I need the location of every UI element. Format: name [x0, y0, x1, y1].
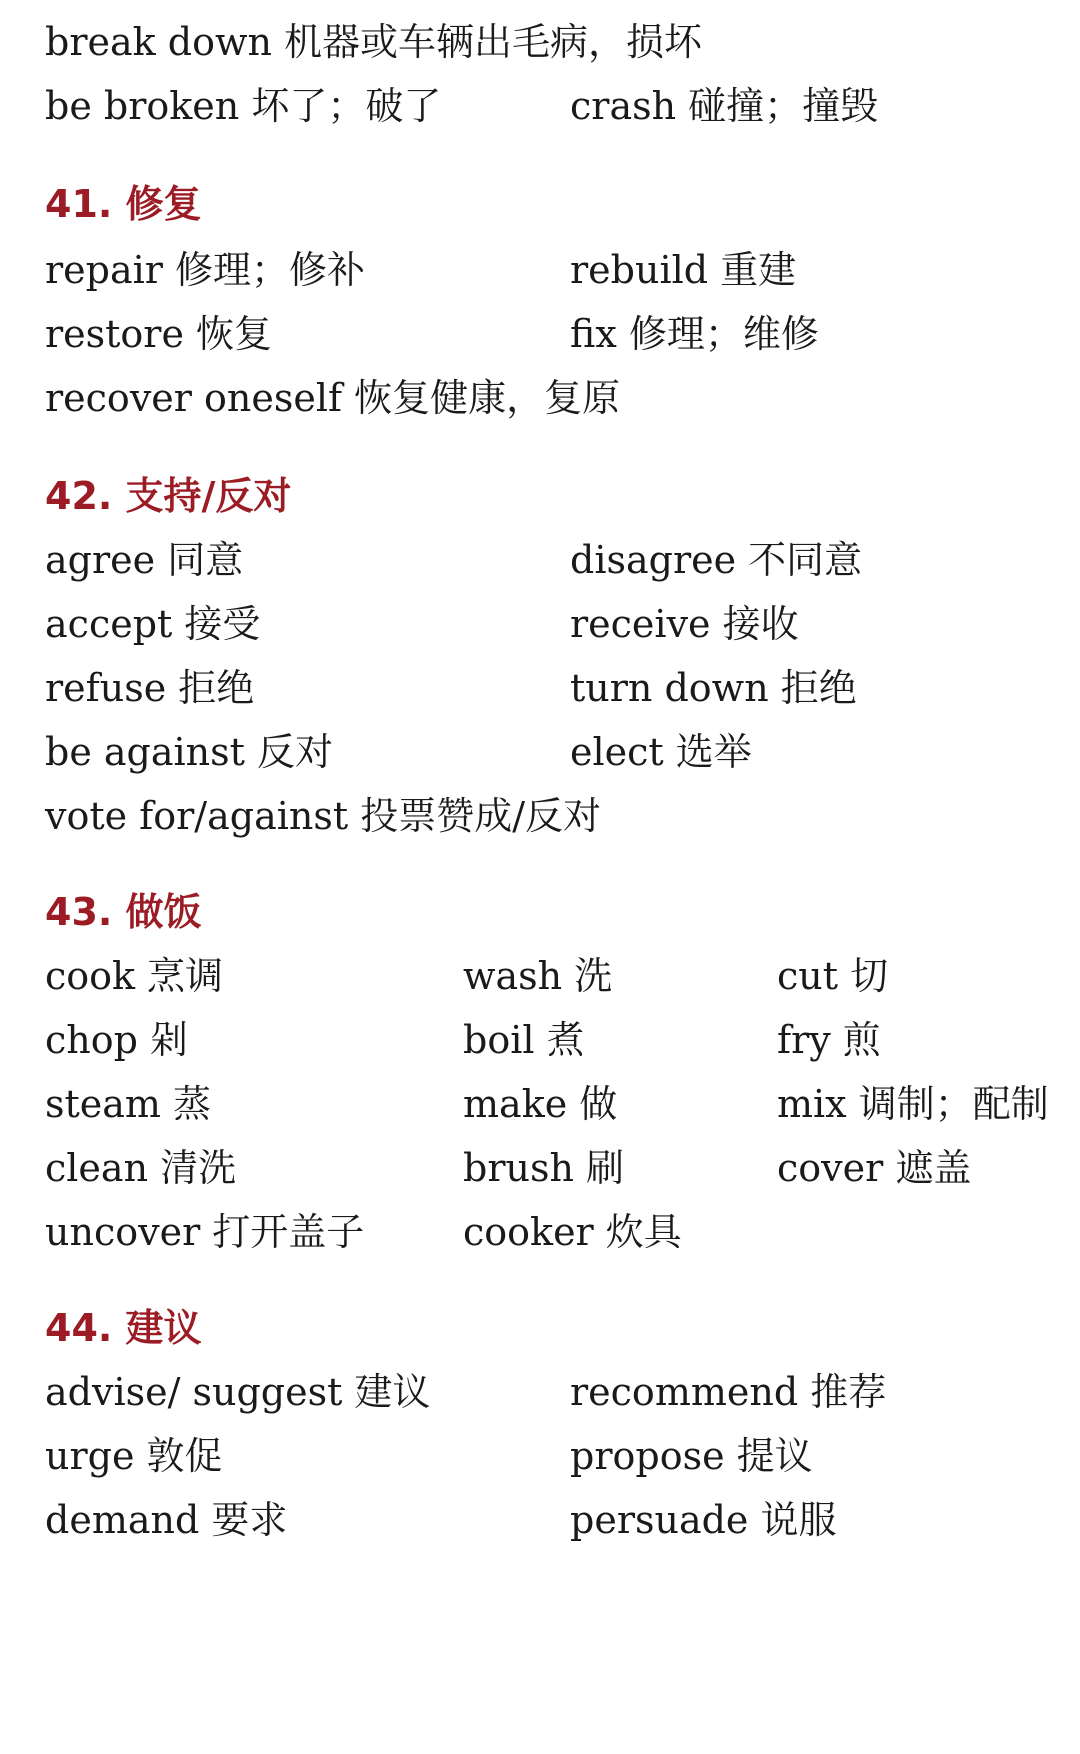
vocab-entry: cover 遮盖 — [777, 1146, 972, 1190]
vocab-entry: repair 修理；修补 — [45, 248, 366, 292]
vocab-entry: make 做 — [463, 1082, 618, 1126]
entry-row — [45, 240, 1060, 300]
vocab-entry: cut 切 — [777, 954, 889, 998]
vocab-entry: be against 反对 — [45, 730, 334, 774]
vocab-entry: turn down 拒绝 — [570, 666, 857, 710]
entry-row — [45, 1010, 1060, 1070]
entry-row — [45, 1138, 1060, 1198]
vocab-entry: vote for/against 投票赞成/反对 — [45, 794, 602, 838]
vocab-entry: elect 选举 — [570, 730, 752, 774]
vocab-entry: agree 同意 — [45, 538, 244, 582]
vocab-entry: disagree 不同意 — [570, 538, 863, 582]
vocab-entry: rebuild 重建 — [570, 248, 797, 292]
vocab-entry: mix 调制；配制 — [777, 1082, 1049, 1126]
vocab-entry: break down 机器或车辆出毛病，损坏 — [45, 20, 703, 64]
entry-row — [45, 1202, 1060, 1262]
entry-row — [45, 722, 1060, 782]
entry-row — [45, 368, 1060, 428]
vocab-entry: receive 接收 — [570, 602, 799, 646]
vocab-entry: boil 煮 — [463, 1018, 585, 1062]
entry-row — [45, 304, 1060, 364]
vocab-entry: recommend 推荐 — [570, 1370, 887, 1414]
vocab-entry: refuse 拒绝 — [45, 666, 255, 710]
entry-row — [45, 76, 1060, 136]
vocab-entry: cooker 炊具 — [463, 1210, 682, 1254]
section-heading-41: 41. 修复 — [45, 182, 202, 226]
vocab-entry: fry 煎 — [777, 1018, 881, 1062]
section-heading-43: 43. 做饭 — [45, 890, 202, 934]
entry-row — [45, 1362, 1060, 1422]
section-heading-44: 44. 建议 — [45, 1306, 202, 1350]
vocab-entry: brush 刷 — [463, 1146, 625, 1190]
vocab-entry: accept 接受 — [45, 602, 261, 646]
vocab-entry: cook 烹调 — [45, 954, 224, 998]
vocab-entry: demand 要求 — [45, 1498, 288, 1542]
vocab-entry: fix 修理；维修 — [570, 312, 819, 356]
entry-row — [45, 530, 1060, 590]
vocab-entry: wash 洗 — [463, 954, 613, 998]
entry-row — [45, 946, 1060, 1006]
vocab-entry: persuade 说服 — [570, 1498, 837, 1542]
vocab-entry: restore 恢复 — [45, 312, 273, 356]
vocab-entry: urge 敦促 — [45, 1434, 223, 1478]
vocab-entry: be broken 坏了；破了 — [45, 84, 442, 128]
vocab-entry: steam 蒸 — [45, 1082, 212, 1126]
vocab-entry: uncover 打开盖子 — [45, 1210, 365, 1254]
entry-row — [45, 1426, 1060, 1486]
entry-row — [45, 12, 1060, 72]
vocab-entry: chop 剁 — [45, 1018, 189, 1062]
entry-row — [45, 1490, 1060, 1550]
entry-row — [45, 786, 1060, 846]
entry-row — [45, 1074, 1060, 1134]
vocab-entry: recover oneself 恢复健康，复原 — [45, 376, 621, 420]
vocab-entry: advise/ suggest 建议 — [45, 1370, 431, 1414]
vocab-entry: propose 提议 — [570, 1434, 813, 1478]
entry-row — [45, 658, 1060, 718]
section-heading-42: 42. 支持/反对 — [45, 474, 292, 518]
vocab-entry: crash 碰撞；撞毁 — [570, 84, 879, 128]
entry-row — [45, 594, 1060, 654]
vocab-entry: clean 清洗 — [45, 1146, 237, 1190]
